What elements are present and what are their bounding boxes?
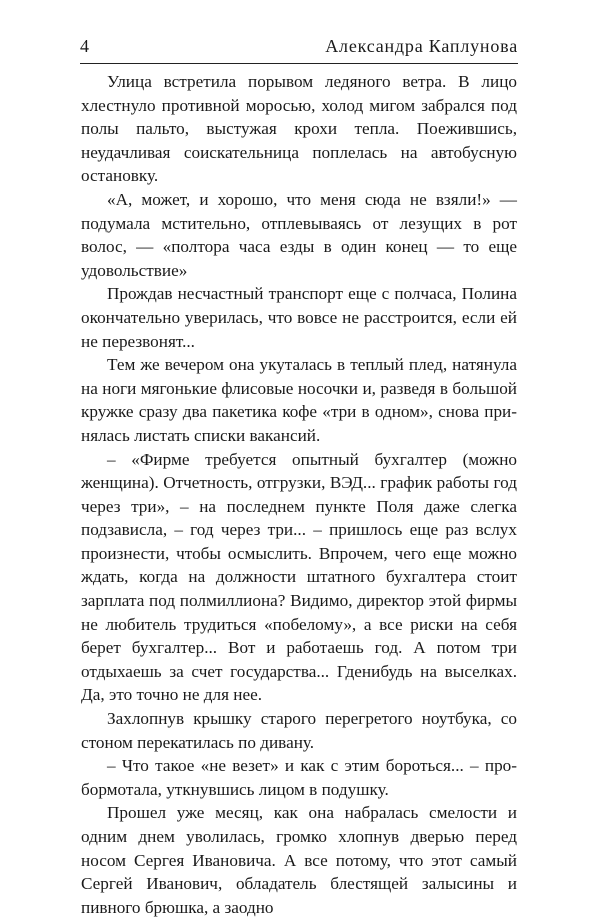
paragraph: Прошел уже месяц, как она набралась смелости и одним днем уволилась, громко хлопнув дверью перед носом Сергея Ивановича. А все потому, что этот самый Сергей Иванович, обладатель блестящей залысины и пивного брюшка, а заодно	[81, 803, 517, 917]
book-author: Александра Каплунова	[325, 36, 518, 56]
header-rule	[80, 63, 518, 64]
paragraph: – «Фирме требуется опытный бухгалтер (можно женщина). Отчетность, отгрузки, ВЭД... график работы год через три», – на последнем пункте Поля даже слегка подзависла, – год через три... – пришлось еще раз вслух произнести, чтобы осмыслить. Впрочем, чего еще можно ждать, когда на должности штатного бухгалтера стоит зарплата под полмиллиона? Видимо, директор этой фирмы не любитель трудиться «побелому», а все риски на себя берет бухгалтер... Вот и работаешь год. А потом три отдыхаешь за счет государства... Гденибудь на выселках. Да, это точно не для нее.	[81, 449, 517, 705]
paragraph: – Что такое «не везет» и как с этим бороться... – пробормотала, уткнувшись лицом в подушку.	[81, 756, 517, 799]
paragraph: «А, может, и хорошо, что меня сюда не взяли!» — подумала мстительно, отплевываясь от лезущих в рот волос, — «полтора часа езды в один конец — то еще удовольствие»	[81, 189, 517, 280]
running-header	[80, 36, 518, 60]
body-text	[81, 70, 517, 919]
page-number: 4	[80, 36, 90, 56]
paragraph: Прождав несчастный транспорт еще с полчаса, Полина окончательно уверилась, что вовсе не расстроится, если ей не перезвонят...	[81, 284, 517, 351]
paragraph: Улица встретила порывом ледяного ветра. В лицо хлестнуло противной моросью, холод мигом забрался под полы пальто, выстужая крохи тепла. Поежившись, неудачливая соискательница поплелась на автобусную остановку.	[81, 72, 517, 186]
paragraph: Захлопнув крышку старого перегретого ноутбука, со стоном перекатилась по дивану.	[81, 709, 517, 752]
paragraph: Тем же вечером она укуталась в теплый плед, натянула на ноги мягонькие флисовые носочки и, разведя в большой кружке сразу два пакетика кофе «три в одном», снова принялась листать списки вакансий.	[81, 355, 517, 445]
